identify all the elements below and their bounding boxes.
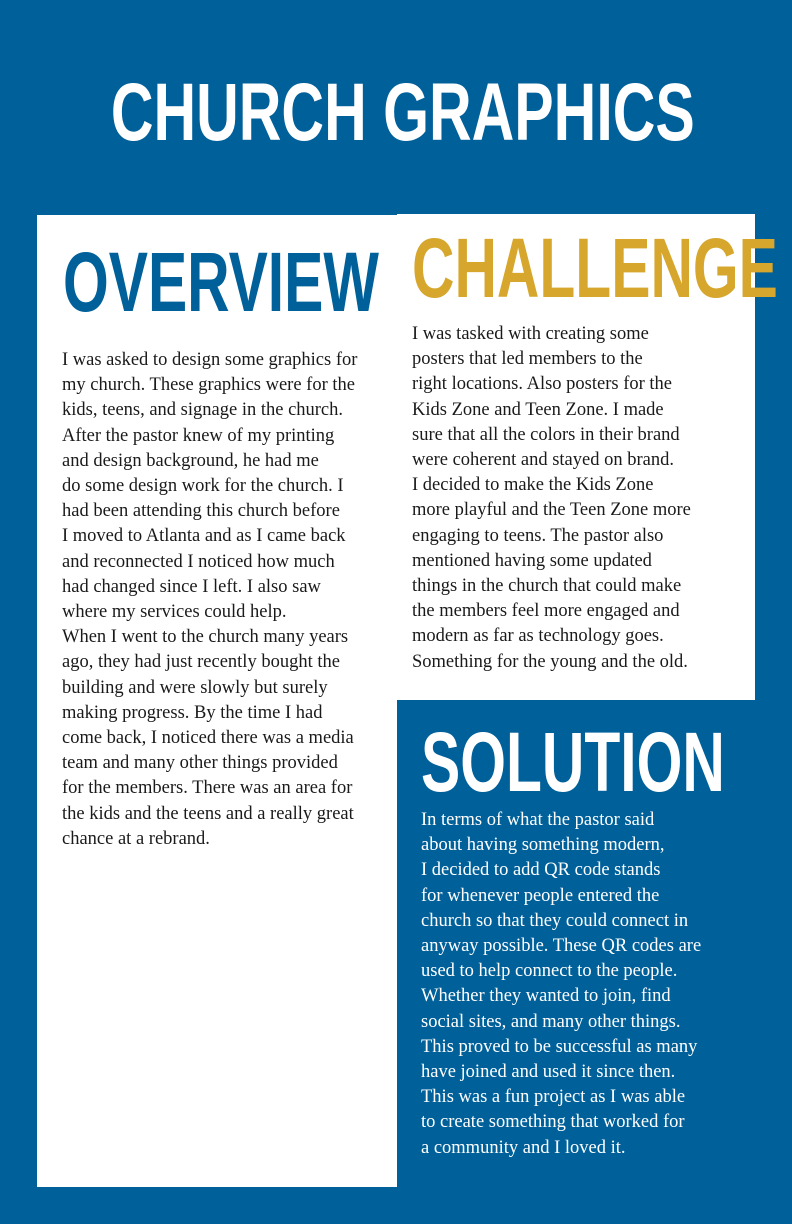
overview-line: had been attending this church before xyxy=(62,501,340,522)
solution-text xyxy=(421,808,701,1161)
overview-line: building and were slowly but surely xyxy=(62,677,328,698)
challenge-line: engaging to teens. The pastor also xyxy=(412,525,664,546)
challenge-line: sure that all the colors in their brand xyxy=(412,424,680,445)
solution-line: church so that they could connect in xyxy=(421,910,689,931)
solution-line: I decided to add QR code stands xyxy=(421,860,661,881)
overview-line: I was asked to design some graphics for xyxy=(62,350,358,370)
overview-line: come back, I noticed there was a media xyxy=(62,728,354,749)
overview-line: the kids and the teens and a really great xyxy=(62,803,354,824)
overview-line: and design background, he had me xyxy=(62,450,319,471)
overview-line: and reconnected I noticed how much xyxy=(62,551,335,572)
challenge-line: were coherent and stayed on brand. xyxy=(412,450,674,471)
overview-line: chance at a rebrand. xyxy=(62,828,210,849)
solution-line: have joined and used it since then. xyxy=(421,1062,676,1083)
overview-line: I moved to Atlanta and as I came back xyxy=(62,526,346,547)
challenge-line: Something for the young and the old. xyxy=(412,651,688,672)
page-title: CHURCH GRAPHICS xyxy=(110,67,695,158)
solution-line: Whether they wanted to join, find xyxy=(421,986,671,1007)
overview-line: team and many other things provided xyxy=(62,753,338,774)
solution-line: about having something modern, xyxy=(421,835,665,856)
solution-line: This proved to be successful as many xyxy=(421,1036,698,1057)
challenge-heading: CHALLENGE xyxy=(412,221,778,315)
challenge-line: more playful and the Teen Zone more xyxy=(412,500,691,521)
challenge-line: posters that led members to the xyxy=(412,349,643,370)
solution-line: a community and I loved it. xyxy=(421,1137,626,1158)
challenge-line: the members feel more engaged and xyxy=(412,601,680,622)
challenge-line: right locations. Also posters for the xyxy=(412,374,672,395)
challenge-text xyxy=(412,322,691,675)
challenge-line: I was tasked with creating some xyxy=(412,324,649,344)
overview-line: do some design work for the church. I xyxy=(62,476,344,497)
solution-line: used to help connect to the people. xyxy=(421,961,678,982)
overview-line: for the members. There was an area for xyxy=(62,778,353,799)
overview-line: After the pastor knew of my printing xyxy=(62,425,335,446)
overview-line: had changed since I left. I also saw xyxy=(62,576,321,597)
overview-line: my church. These graphics were for the xyxy=(62,375,355,396)
solution-heading: SOLUTION xyxy=(421,715,725,809)
overview-line: When I went to the church many years xyxy=(62,627,349,648)
solution-line: social sites, and many other things. xyxy=(421,1011,681,1032)
overview-line: making progress. By the time I had xyxy=(62,702,323,723)
solution-line: anyway possible. These QR codes are xyxy=(421,936,702,957)
challenge-line: modern as far as technology goes. xyxy=(412,626,664,647)
overview-line: kids, teens, and signage in the church. xyxy=(62,400,344,421)
overview-line: ago, they had just recently bought the xyxy=(62,652,340,673)
solution-line: This was a fun project as I was able xyxy=(421,1087,686,1108)
solution-line: In terms of what the pastor said xyxy=(421,810,655,830)
overview-heading: OVERVIEW xyxy=(63,235,379,329)
challenge-line: things in the church that could make xyxy=(412,576,682,597)
overview-text xyxy=(62,348,357,852)
challenge-line: Kids Zone and Teen Zone. I made xyxy=(412,399,664,420)
solution-line: to create something that worked for xyxy=(421,1112,685,1133)
challenge-line: mentioned having some updated xyxy=(412,550,652,571)
challenge-line: I decided to make the Kids Zone xyxy=(412,475,654,496)
overview-line: where my services could help. xyxy=(62,602,287,623)
solution-line: for whenever people entered the xyxy=(421,885,660,906)
